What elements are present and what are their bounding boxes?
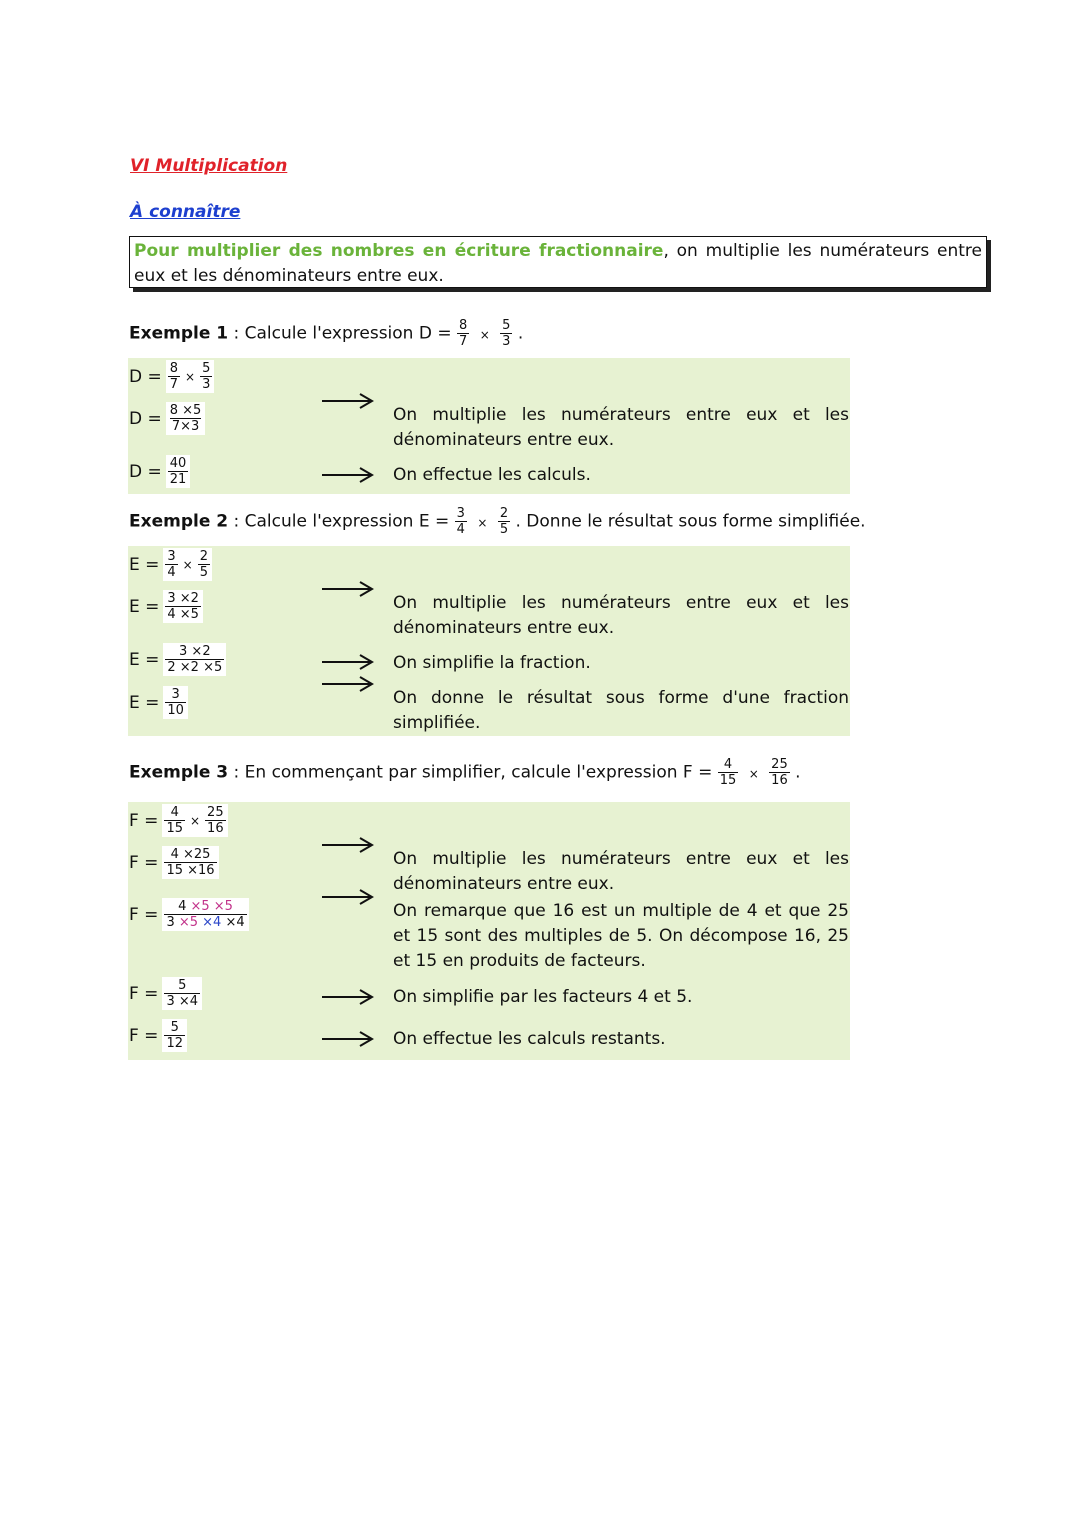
example-1-step-2: D = $\frac{8 \times 5}{7\times 3}$ bbox=[129, 402, 205, 435]
right-arrow-icon bbox=[322, 580, 374, 598]
right-arrow-icon bbox=[322, 466, 374, 484]
example-3-explanation-4: On effectue les calculs restants. bbox=[393, 1029, 666, 1049]
right-arrow-icon bbox=[322, 888, 374, 906]
example-2-step-4: E = $\frac{3}{10}$ bbox=[129, 686, 188, 719]
right-arrow-icon bbox=[322, 392, 374, 410]
example-1-step-1: D = $\frac{8}{7}$ × $\frac{5}{3}$ bbox=[129, 360, 214, 393]
example-1-fraction-2: $\frac{5}{3}$ bbox=[502, 318, 511, 349]
right-arrow-icon bbox=[322, 1030, 374, 1048]
example-2-title: Exemple 2 : Calcule l'expression E = $\frac{3}{4}$ × $\frac{2}{5}$ . Donne le résultat sous forme simplifiée. bbox=[129, 506, 866, 537]
example-2-step-2: E = $\frac{3 \times 2}{4 \times 5}$ bbox=[129, 590, 203, 623]
right-arrow-icon bbox=[322, 836, 374, 854]
example-2-prompt: : Calcule l'expression E = bbox=[228, 511, 455, 532]
example-3-explanation-3: On simplifie par les facteurs 4 et 5. bbox=[393, 987, 693, 1007]
rule-green-text: Pour multiplier des nombres en écriture fractionnaire bbox=[134, 241, 664, 261]
example-3-explanation-2: On remarque que 16 est un multiple de 4 et que 25 et 15 sont des multiples de 5. On décompose 16, 25 et 15 en produits de facteurs. bbox=[393, 901, 849, 971]
example-3-label: Exemple 3 bbox=[129, 762, 229, 783]
example-2-explanation-3: On donne le résultat sous forme d'une fraction simplifiée. bbox=[393, 688, 849, 733]
right-arrow-icon bbox=[322, 653, 374, 671]
example-2-label: Exemple 2 bbox=[129, 511, 229, 532]
example-2-explanation-2: On simplifie la fraction. bbox=[393, 653, 591, 673]
example-3-step-2: F = $\frac{4 \times 25}{15 \times 16}$ bbox=[129, 846, 219, 879]
example-3-step-5: F = $\frac{5}{12}$ bbox=[129, 1019, 187, 1052]
example-3-step-4: F = $\frac{5}{3 \times 4}$ bbox=[129, 977, 202, 1010]
example-3-fraction-1: $\frac{4}{15}$ bbox=[719, 757, 737, 788]
example-3-fraction-2: $\frac{25}{16}$ bbox=[771, 757, 788, 788]
example-3-prompt: : En commençant par simplifier, calcule l'expression F = bbox=[228, 762, 718, 783]
example-3-step-3: F = $\frac{4 \times 5 \times 5}{3 \times 5 \times 4 \times 4}$ bbox=[129, 898, 249, 931]
example-2-step-3: E = $\frac{3 \times 2}{2 \times 2 \times 5}$ bbox=[129, 643, 226, 676]
example-1-step-3: D = $\frac{40}{21}$ bbox=[129, 455, 190, 488]
example-3-end: . bbox=[795, 762, 801, 783]
example-3-explanation-1: On multiplie les numérateurs entre eux et les dénominateurs entre eux. bbox=[393, 849, 849, 894]
section-subtitle: À connaître bbox=[130, 202, 241, 222]
example-2-fraction-2: $\frac{2}{5}$ bbox=[499, 506, 509, 537]
rule-rest-text: , on multiplie les numérateurs entre eux et les dénominateurs entre eux. bbox=[134, 241, 982, 286]
section-title: VI Multiplication bbox=[130, 156, 288, 176]
example-1-label: Exemple 1 bbox=[129, 323, 229, 344]
example-3-step-1: F = $\frac{4}{15}$ × $\frac{25}{16}$ bbox=[129, 804, 228, 837]
example-1-prompt: : Calcule l'expression D = bbox=[228, 323, 458, 344]
example-1-end: . bbox=[517, 323, 524, 344]
example-2-step-1: E = $\frac{3}{4}$ × $\frac{2}{5}$ bbox=[129, 548, 212, 581]
example-1-title bbox=[129, 318, 523, 349]
rule-box bbox=[129, 236, 987, 288]
example-1-explanation-1: On multiplie les numérateurs entre eux et les dénominateurs entre eux. bbox=[393, 405, 849, 450]
right-arrow-icon bbox=[322, 675, 374, 693]
example-2-end: . Donne le résultat sous forme simplifiée. bbox=[515, 511, 866, 532]
example-3-title: Exemple 3 : En commençant par simplifier, calcule l'expression F = $\frac{4}{15}$ × $\frac{25}{16}$ . bbox=[129, 757, 801, 788]
example-2-explanation-1: On multiplie les numérateurs entre eux et les dénominateurs entre eux. bbox=[393, 593, 849, 638]
right-arrow-icon bbox=[322, 988, 374, 1006]
times-symbol: × bbox=[479, 327, 490, 342]
example-1-explanation-2: On effectue les calculs. bbox=[393, 465, 591, 485]
example-2-fraction-1: $\frac{3}{4}$ bbox=[456, 506, 465, 537]
example-1-fraction-1: $\frac{8}{7}$ bbox=[459, 318, 468, 349]
